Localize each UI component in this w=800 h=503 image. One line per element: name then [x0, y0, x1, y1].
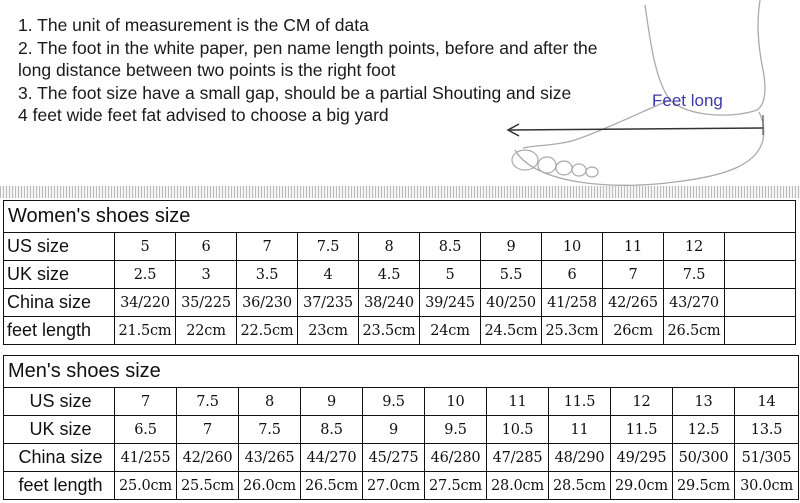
- table-cell: [725, 289, 796, 317]
- table-cell: 7: [115, 388, 177, 416]
- table-cell: 40/250: [481, 289, 542, 317]
- table-cell: 27.0cm: [363, 472, 425, 500]
- table-cell: 9: [363, 416, 425, 444]
- table-cell: 7.5: [298, 233, 359, 261]
- table-cell: 26.5cm: [664, 317, 725, 345]
- table-cell: 48/290: [549, 444, 611, 472]
- feet-long-label: Feet long: [652, 91, 723, 110]
- table-cell: 7: [603, 261, 664, 289]
- table-row: [4, 233, 796, 261]
- table-cell: 22cm: [176, 317, 237, 345]
- table-cell: 12: [611, 388, 673, 416]
- table-row: [4, 317, 796, 345]
- table-cell: 39/245: [420, 289, 481, 317]
- table-cell: 49/295: [611, 444, 673, 472]
- table-row: [4, 261, 796, 289]
- table-cell: 6.5: [115, 416, 177, 444]
- table-cell: 6: [542, 261, 603, 289]
- table-cell: 5: [420, 261, 481, 289]
- table-cell: 10.5: [487, 416, 549, 444]
- table-cell: 25.5cm: [177, 472, 239, 500]
- table-cell: 27.5cm: [425, 472, 487, 500]
- table-cell: 21.5cm: [115, 317, 176, 345]
- instruction-line: 3. The foot size have a small gap, should be a partial Shouting and size: [18, 82, 572, 103]
- table-cell: 24.5cm: [481, 317, 542, 345]
- womens-size-table: [3, 200, 796, 345]
- table-cell: 11.5: [549, 388, 611, 416]
- table-cell: 11.5: [611, 416, 673, 444]
- table-cell: 14: [735, 388, 799, 416]
- table-cell: 8.5: [420, 233, 481, 261]
- table-cell: 9: [301, 388, 363, 416]
- row-header: China size: [4, 289, 115, 317]
- table-cell: [725, 233, 796, 261]
- table-cell: 41/255: [115, 444, 177, 472]
- table-cell: 38/240: [359, 289, 420, 317]
- table-cell: 13: [673, 388, 735, 416]
- row-header: US size: [4, 388, 115, 416]
- womens-table-title: Women's shoes size: [4, 201, 796, 233]
- table-cell: 24cm: [420, 317, 481, 345]
- table-cell: 7: [177, 416, 239, 444]
- table-row: [4, 472, 799, 500]
- table-cell: 10: [542, 233, 603, 261]
- table-cell: 28.5cm: [549, 472, 611, 500]
- table-cell: 37/235: [298, 289, 359, 317]
- divider-band: [0, 186, 800, 198]
- table-cell: [725, 261, 796, 289]
- table-cell: [725, 317, 796, 345]
- table-cell: 22.5cm: [237, 317, 298, 345]
- table-row: [4, 388, 799, 416]
- row-header: feet length: [4, 317, 115, 345]
- instruction-line: long distance between two points is the right foot: [18, 60, 396, 81]
- table-cell: 45/275: [363, 444, 425, 472]
- table-cell: 50/300: [673, 444, 735, 472]
- table-cell: 30.0cm: [735, 472, 799, 500]
- table-cell: 11: [487, 388, 549, 416]
- table-cell: 7.5: [239, 416, 301, 444]
- table-cell: 6: [176, 233, 237, 261]
- table-cell: 2.5: [115, 261, 176, 289]
- table-cell: 4: [298, 261, 359, 289]
- table-cell: 12: [664, 233, 725, 261]
- instruction-line: 2. The foot in the white paper, pen name length points, before and after the: [18, 37, 598, 58]
- table-cell: 29.5cm: [673, 472, 735, 500]
- table-cell: 11: [549, 416, 611, 444]
- table-cell: 44/270: [301, 444, 363, 472]
- table-cell: 4.5: [359, 261, 420, 289]
- foot-illustration: [495, 0, 800, 192]
- table-cell: 26.0cm: [239, 472, 301, 500]
- table-cell: 43/270: [664, 289, 725, 317]
- instruction-line: 4 feet wide feet fat advised to choose a big yard: [18, 105, 389, 126]
- table-cell: 26cm: [603, 317, 664, 345]
- table-cell: 51/305: [735, 444, 799, 472]
- table-cell: 25.3cm: [542, 317, 603, 345]
- table-row: [4, 289, 796, 317]
- table-cell: 28.0cm: [487, 472, 549, 500]
- table-cell: 11: [603, 233, 664, 261]
- table-cell: 35/225: [176, 289, 237, 317]
- row-header: US size: [4, 233, 115, 261]
- mens-size-table: [3, 355, 799, 500]
- table-cell: 42/265: [603, 289, 664, 317]
- table-cell: 23.5cm: [359, 317, 420, 345]
- table-cell: 9.5: [363, 388, 425, 416]
- table-cell: 8: [239, 388, 301, 416]
- row-header: UK size: [4, 261, 115, 289]
- mens-table-title: Men's shoes size: [4, 356, 799, 388]
- table-cell: 7.5: [664, 261, 725, 289]
- table-cell: 8: [359, 233, 420, 261]
- table-cell: 41/258: [542, 289, 603, 317]
- table-cell: 5: [115, 233, 176, 261]
- table-cell: 7.5: [177, 388, 239, 416]
- table-cell: 12.5: [673, 416, 735, 444]
- table-cell: 29.0cm: [611, 472, 673, 500]
- table-cell: 13.5: [735, 416, 799, 444]
- table-cell: 10: [425, 388, 487, 416]
- table-cell: 3.5: [237, 261, 298, 289]
- row-header: feet length: [4, 472, 115, 500]
- table-cell: 43/265: [239, 444, 301, 472]
- table-cell: 7: [237, 233, 298, 261]
- row-header: China size: [4, 444, 115, 472]
- table-row: [4, 444, 799, 472]
- table-cell: 34/220: [115, 289, 176, 317]
- table-cell: 47/285: [487, 444, 549, 472]
- table-cell: 5.5: [481, 261, 542, 289]
- table-cell: 9.5: [425, 416, 487, 444]
- row-header: UK size: [4, 416, 115, 444]
- table-cell: 26.5cm: [301, 472, 363, 500]
- table-cell: 25.0cm: [115, 472, 177, 500]
- table-cell: 3: [176, 261, 237, 289]
- table-row: [4, 416, 799, 444]
- table-cell: 23cm: [298, 317, 359, 345]
- table-cell: 46/280: [425, 444, 487, 472]
- instruction-line: 1. The unit of measurement is the CM of data: [18, 15, 369, 35]
- table-cell: 42/260: [177, 444, 239, 472]
- table-cell: 8.5: [301, 416, 363, 444]
- table-cell: 9: [481, 233, 542, 261]
- table-cell: 36/230: [237, 289, 298, 317]
